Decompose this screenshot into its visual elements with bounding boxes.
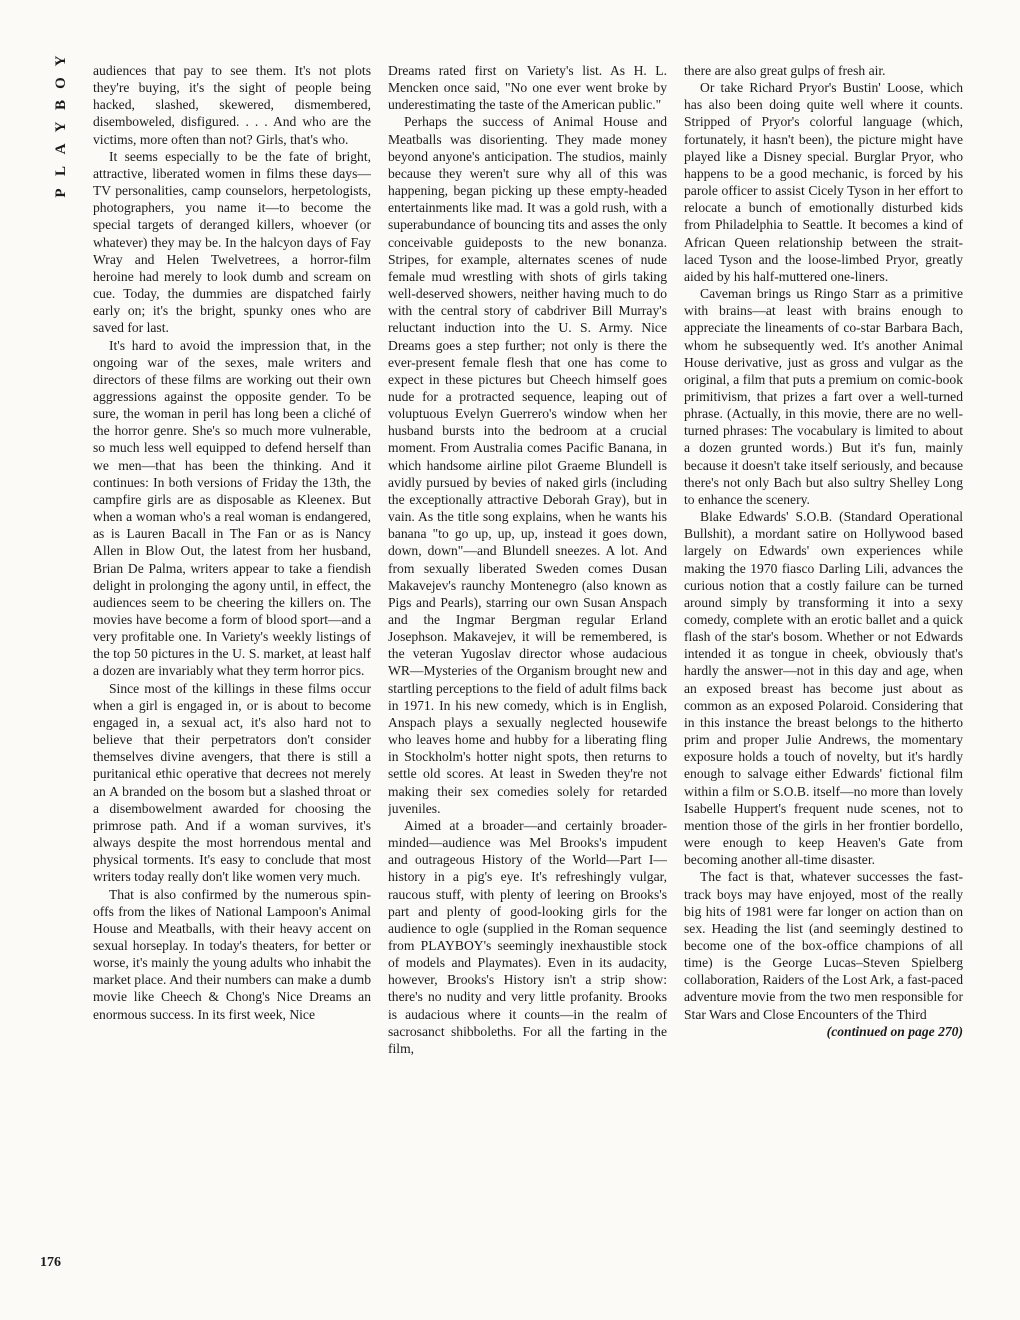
magazine-letter: B xyxy=(53,100,69,111)
paragraph: there are also great gulps of fresh air. xyxy=(684,63,886,78)
article-column-2 xyxy=(388,62,667,1282)
paragraph: It seems especially to be the fate of bright, attractive, liberated women in films these days—TV personalities, camp counselors, herpetologists, photographers, you name it—to become the special targets of deranged killers, whoever (or whatever) they may be. In the halcyon days of Fay Wray and Helen Twelvetrees, a horror-film heroine had merely to look dumb and scream on cue. Today, the dummies are dispatched fairly early on; it's the bright, spunky ones who are saved for last. xyxy=(93,148,371,336)
magazine-letter: L xyxy=(53,166,69,177)
paragraph: audiences that pay to see them. It's not plots they're buying, it's the sight of people being hacked, slashed, skewered, dismembered, disemboweled, disfigured. . . . And who are the victims, more often than not? Girls, that's who. xyxy=(93,63,371,147)
magazine-letter: O xyxy=(53,77,69,89)
paragraph: Blake Edwards' S.O.B. (Standard Operational Bullshit), a mordant satire on Hollywood based largely on Edwards' own experiences while making the 1970 fiasco Darling Lili, advances the curious notion that a costly failure can be turned around simply by transforming it into a sexy comedy, complete with an erotic ballet and a quick flash of the star's bosom. Whether or not Edwards intended it as tongue in cheek, obviously that's hardly the answer—not in this day and age, when an exposed breast has become just about as common as an exposed Polaroid. Considering that in this instance the breast belongs to the hitherto prim and proper Julie Andrews, the momentary exposure holds a touch of novelty, but it's hardly enough to salvage either Edwards' fictional film within a film or S.O.B. itself—no more than lovely Isabelle Huppert's frequent nude scenes, not to mention those of the girls in her frontier bordello, were enough to keep Heaven's Gate from becoming another all-time disaster. xyxy=(684,509,963,868)
paragraph: Perhaps the success of Animal House and Meatballs was disorienting. They made money beyond anyone's anticipation. The studios, mainly because they weren't sure why all of this was happening, began picking up these empty-headed entertainments like mad. It was a gold rush, with a superabundance of bouncing tits and asses the only conceivable guideposts to the new bonanza. Stripes, for example, alternates scenes of nude female mud wrestling with shots of girls taking well-deserved showers, neither having much to do with the central story of cabdriver Bill Murray's reluctant induction into the U. S. Army. Nice Dreams goes a step further; not only is there the ever-present female flesh that one has come to expect in these pictures but Cheech himself goes nude for a protracted sequence, leaping out of voluptuous Evelyn Guerrero's window when her husband bursts into the bedroom at a crucial moment. From Australia comes Pacific Banana, in which handsome airline pilot Graeme Blundell is avidly pursued by bevies of naked girls (including the exceptionally attractive Deborah Gray), but in vain. As the title song explains, when he wants his banana "to go up, up, up, instead it goes down, down, down"—and Blundell sneezes. A lot. And from sexually liberated Sweden comes Dusan Makavejev's raunchy Montenegro (also known as Pigs and Pearls), starring our own Susan Anspach and the Ingmar Bergman regular Erland Josephson. Makavejev, it will be remembered, is the veteran Yugoslav director whose audacious WR—Mysteries of the Organism brought new and startling perceptions to the field of adult films back in 1971. In his new comedy, which is in English, Anspach plays a sexually neglected housewife who leaves home and hubby for a liberating fling in Stockholm's hotter night spots, then returns to settle old scores. At least in Sweden they're not making their sex comedies solely for retarded juveniles. xyxy=(388,114,667,816)
paragraph: Since most of the killings in these films occur when a girl is engaged in, or is about to become engaged in, a sexual act, it's also hard not to believe that their perpetrators don't consider themselves divine avengers, that there is still a puritanical ethic operative that decrees not merely an A branded on the bosom but a slashed throat or a disembowelment awarded for choosing the primrose path. And if a woman survives, it's always despite the most horrendous mental and physical torments. It's easy to conclude that most writers today really don't like women very much. xyxy=(93,680,371,885)
paragraph: That is also confirmed by the numerous spin-offs from the likes of National Lampoon's Animal House and Meatballs, with their heavy accent on sexual horseplay. In today's theaters, for better or worse, it's mainly the young adults who inhabit the market place. And their numbers can make a dumb movie like Cheech & Chong's Nice Dreams an enormous success. In its first week, Nice xyxy=(93,886,371,1022)
article-column-1 xyxy=(93,62,371,1282)
magazine-name-vertical xyxy=(48,50,74,204)
magazine-letter: Y xyxy=(53,55,69,67)
article-column-3 xyxy=(684,62,963,1282)
paragraph: It's hard to avoid the impression that, in the ongoing war of the sexes, male writers and directors of these films are working out their own aggressions against the opposite gender. To be sure, the woman in peril has long been a cliché of the horror genre. She's so much more vulnerable, so much less well equipped to defend herself than we men—that has been the thinking. And it continues: In both versions of Friday the 13th, the campfire girls are as disposable as Kleenex. But when a woman who's a real woman is endangered, as is Lauren Bacall in The Fan or as is Nancy Allen in Blow Out, the latest from her husband, Brian De Palma, writers appear to take a fiendish delight in prolonging the agony until, in effect, the audiences seem to be cheering the killers on. The movies have become a form of blood sport—and a very profitable one. In Variety's weekly listings of the top 50 pictures in the U. S. market, at least half a dozen are invariably what they term horror pics. xyxy=(93,337,371,679)
page-number: 176 xyxy=(40,1255,61,1270)
paragraph: Or take Richard Pryor's Bustin' Loose, which has also been doing quite well where it counts. Stripped of Pryor's colorful language (which, fortunately, it hasn't been), the picture might have played like a Disney special. Burglar Pryor, who happens to be a good mechanic, is forced by his parole officer to assist Cicely Tyson in her effort to relocate a bunch of emotionally disturbed kids from Philadelphia to Seattle. It becomes a kind of African Queen relationship between the strait-laced Tyson and the loose-limbed Pryor, greatly aided by his half-muttered one-liners. xyxy=(684,80,963,284)
magazine-letter: A xyxy=(53,143,69,155)
paragraph: The fact is that, whatever successes the fast-track boys may have enjoyed, most of the really big hits of 1981 were far longer on action than on sex. Heading the list (and seemingly destined to become one of the box-office champions of all time) is the George Lucas–Steven Spielberg collaboration, Raiders of the Lost Ark, a fast-paced adventure movie from the two men responsible for Star Wars and Close Encounters of the Third xyxy=(684,869,963,1022)
magazine-letter: P xyxy=(53,188,69,198)
paragraph: Caveman brings us Ringo Starr as a primitive with brains—at least with brains enough to appreciate the lineaments of co-star Barbara Bach, whom he subsequently wed. It's another Animal House derivative, just as gross and vulgar as the original, a film that puts a premium on comic-book primitivism, that prizes a fart over a well-turned phrase. (Actually, in this movie, there are no well-turned phrases: The vocabulary is limited to about a dozen grunted words.) But it's fun, mainly because it doesn't take itself seriously, and because there's not only Bach but also sultry Shelley Long to enhance the scenery. xyxy=(684,286,963,507)
paragraph: Dreams rated first on Variety's list. As H. L. Mencken once said, "No one ever went broke by underestimating the taste of the American public." xyxy=(388,63,667,113)
continued-note: (continued on page 270) xyxy=(826,1023,963,1039)
magazine-letter: Y xyxy=(53,121,69,133)
paragraph: Aimed at a broader—and certainly broader-minded—audience was Mel Brooks's impudent and outrageous History of the World—Part I—history in a pig's eye. It's refreshingly vulgar, raucous stuff, with plenty of leering on Brooks's part and plenty of good-looking girls for the audience to ogle (supplied in the Roman sequence from PLAYBOY's seemingly inexhaustible stock of models and Playmates). Even in its audacity, however, Brooks's History isn't a strip show: there's no nudity and very little profanity. Brooks is audacious where it counts—in the realm of sacrosanct shibboleths. For all the farting in the film, xyxy=(388,817,667,1056)
